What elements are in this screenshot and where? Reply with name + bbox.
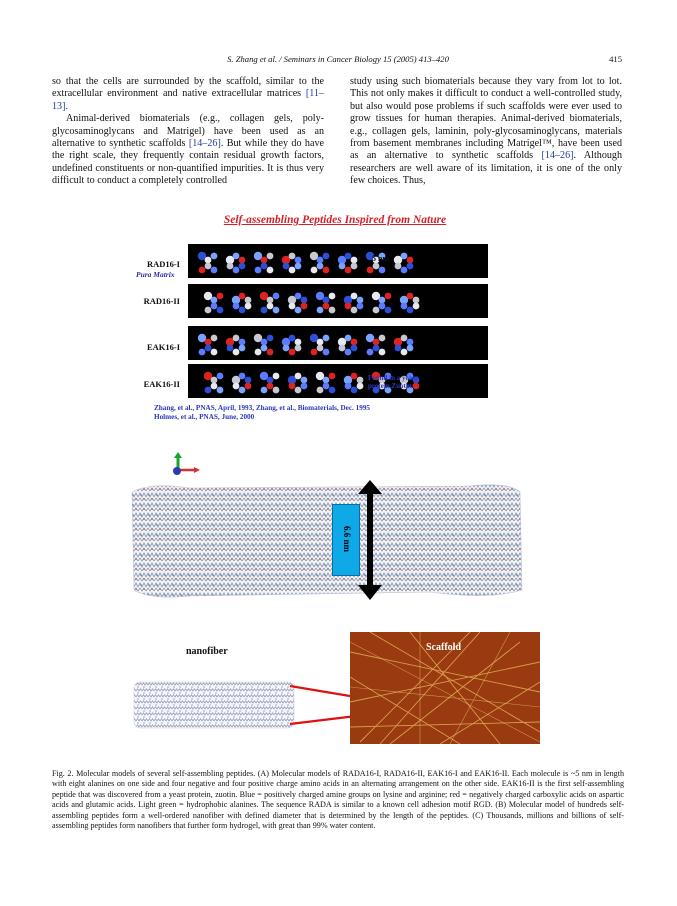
atom <box>379 335 386 342</box>
scaffold-micrograph <box>350 632 540 744</box>
atom <box>323 297 330 304</box>
atom <box>367 267 374 274</box>
atom <box>385 307 392 314</box>
atom <box>211 377 218 384</box>
atom <box>351 257 358 264</box>
reference-link[interactable]: [14–26] <box>188 138 221 150</box>
atom <box>267 377 274 384</box>
atom <box>255 267 262 274</box>
atom <box>373 307 380 314</box>
figure-panel-b <box>130 452 540 622</box>
atom <box>351 345 358 352</box>
atom <box>239 345 246 352</box>
atom <box>273 387 280 394</box>
atom <box>205 257 212 264</box>
atom <box>239 307 246 314</box>
atom <box>311 349 318 356</box>
atom <box>289 349 296 356</box>
atom <box>239 257 246 264</box>
row-label-eak16-i: EAK16-I <box>146 342 180 352</box>
atom <box>295 339 302 346</box>
atom <box>295 257 302 264</box>
atom <box>301 377 308 384</box>
atom <box>205 345 212 352</box>
atom <box>407 345 414 352</box>
atom <box>413 297 420 304</box>
citation-line-2: Holmes, et al., PNAS, June, 2000 <box>154 413 255 421</box>
atom <box>351 373 358 380</box>
atom <box>245 297 252 304</box>
atom <box>323 349 330 356</box>
atom <box>211 383 218 390</box>
atom <box>261 387 268 394</box>
atom <box>233 349 240 356</box>
yeast-note: Found in a yeast protein,Zuotin <box>368 374 418 390</box>
atom <box>211 253 218 260</box>
atom <box>245 383 252 390</box>
atom <box>385 293 392 300</box>
reference-link[interactable]: [14–26] <box>541 150 574 162</box>
molecule-model-rad16-ii <box>188 284 488 318</box>
atom <box>245 377 252 384</box>
diameter-label: 6.6 nm <box>342 525 352 552</box>
molecule-model-rad16-i <box>188 244 488 278</box>
atom <box>351 339 358 346</box>
atom <box>301 303 308 310</box>
left-p2-text: Animal-derived biomaterials (e.g., collagen gels, poly-glycosaminoglycans and Matrigel) have been used as an alternative to synthetic scaffolds <box>52 113 324 150</box>
atom <box>367 349 374 356</box>
atom <box>329 307 336 314</box>
atom <box>317 339 324 346</box>
atom <box>351 263 358 270</box>
row-label-rad16-i: RAD16-I <box>146 259 180 269</box>
atom <box>407 293 414 300</box>
right-column <box>350 76 622 188</box>
atom <box>401 253 408 260</box>
atom <box>351 387 358 394</box>
row-label-eak16-ii: EAK16-II <box>143 379 180 389</box>
atom <box>261 339 268 346</box>
molecule-atoms <box>188 326 488 360</box>
atom <box>205 339 212 346</box>
scaffold-label: Scaffold <box>426 642 461 653</box>
molecule-atoms <box>188 244 488 278</box>
atom <box>323 267 330 274</box>
atom <box>205 307 212 314</box>
citation-line-1: Zhang, et al., PNAS, April, 1993, Zhang, et al., Biomaterials, Dec. 1995 <box>154 404 371 412</box>
right-p1-tail: . Although researchers are well aware of its limitation, it is one of the only few choices. Thus, <box>350 150 623 187</box>
atom <box>239 373 246 380</box>
atom <box>407 263 414 270</box>
atom <box>379 303 386 310</box>
atom <box>211 267 218 274</box>
atom <box>205 263 212 270</box>
atom <box>301 383 308 390</box>
atom <box>311 267 318 274</box>
atom <box>317 345 324 352</box>
atom <box>317 387 324 394</box>
atom <box>233 303 240 310</box>
page-number: 415 <box>609 54 622 64</box>
atom <box>339 263 346 270</box>
pura-matrix-label: Pura Matrix <box>136 270 175 279</box>
atom <box>295 307 302 314</box>
atom <box>261 307 268 314</box>
atom <box>323 377 330 384</box>
atom <box>323 335 330 342</box>
atom <box>217 307 224 314</box>
atom <box>273 293 280 300</box>
left-p2-tail: . But while they do have the right scale, they frequently contain residual growth factors, undefined constituents or non-quantified impurities. It is thus very difficult to conduct a completely controlled <box>52 138 324 187</box>
atom <box>289 335 296 342</box>
figure-caption <box>52 769 624 831</box>
atom <box>395 345 402 352</box>
atom <box>373 339 380 346</box>
atom <box>261 257 268 264</box>
nanofiber-label: nanofiber <box>186 646 228 657</box>
row-label-rad16-ii: RAD16-II <box>143 296 180 306</box>
atom <box>357 377 364 384</box>
atom <box>211 297 218 304</box>
atom <box>407 339 414 346</box>
atom <box>261 345 268 352</box>
atom <box>345 303 352 310</box>
atom <box>233 267 240 274</box>
atom <box>345 383 352 390</box>
atom <box>323 303 330 310</box>
molecule-atoms <box>188 284 488 318</box>
atom <box>407 307 414 314</box>
atom <box>329 293 336 300</box>
atom <box>295 345 302 352</box>
atom <box>379 349 386 356</box>
atom <box>357 383 364 390</box>
atom <box>255 349 262 356</box>
atom <box>267 335 274 342</box>
atom <box>261 263 268 270</box>
atom <box>283 263 290 270</box>
atom <box>407 257 414 264</box>
atom <box>239 339 246 346</box>
atom <box>351 307 358 314</box>
molecule-model-eak16-ii <box>188 364 488 398</box>
left-p1-text: so that the cells are surrounded by the scaffold, similar to the extracellular environment and native extracellular matrices <box>52 76 324 100</box>
atom <box>301 297 308 304</box>
atom <box>289 253 296 260</box>
atom <box>205 387 212 394</box>
atom <box>323 253 330 260</box>
atom <box>233 335 240 342</box>
molecule-model-eak16-i <box>188 326 488 360</box>
atom <box>295 263 302 270</box>
atom <box>267 297 274 304</box>
right-p1-text: study using such biomaterials because they vary from lot to lot. This not only makes it difficult to conduct a well-controlled study, but also would pose problems if such scaffolds were ever used to grow tissues for human therapies. Animal-derived biomaterials, e.g., collagen gels, laminin, poly-glycosaminoglycans, materials from basement membranes including Matrigel™, have been used as an alternative to synthetic scaffolds <box>350 76 622 162</box>
atom <box>239 263 246 270</box>
caption-text: Fig. 2. Molecular models of several self-assembling peptides. (A) Molecular models of RADA16-I, RADA16-II, EAK16-I and EAK16-II. Each molecule is ~5 nm in length with eight alanines on one side and four negative and four positive charge amino acids in an alternating arrangement on the other side. EAK16-II is the first self-assembling peptide that was discovered from a yeast protein, zuotin. Blue = positively charged amine groups on lysine and arginine; red = negatively charged carboxylic acids on aspartic acids and glutamic acids. Light green = hydrophobic alanines. The sequence RADA is similar to a known cell adhesion motif RGD. (B) Molecular model of hundreds self-assembling peptides form a well-ordered nanofiber with defined diameter that is determined by the length of the peptides. (C) Thousands, millions and billions of self-assembling peptides form nanofibers that further form hydrogel, with great than 99% water content. <box>52 769 624 831</box>
atom <box>267 349 274 356</box>
atom <box>211 303 218 310</box>
scale-label-5nm: 5 nm <box>372 254 390 263</box>
atom <box>329 387 336 394</box>
atom <box>395 263 402 270</box>
atom <box>401 267 408 274</box>
atom <box>295 373 302 380</box>
right-paragraph-1 <box>350 76 622 188</box>
atom <box>199 267 206 274</box>
atom <box>273 373 280 380</box>
figure-panel-a <box>130 214 540 440</box>
atom <box>211 349 218 356</box>
atom <box>267 267 274 274</box>
atom <box>401 349 408 356</box>
atom <box>267 383 274 390</box>
atom <box>239 387 246 394</box>
atom <box>289 303 296 310</box>
atom <box>239 293 246 300</box>
atom <box>373 345 380 352</box>
reference-link[interactable]: [11–13] <box>52 88 324 112</box>
left-paragraph-1 <box>52 76 324 113</box>
running-head: S. Zhang et al. / Seminars in Cancer Biology 15 (2005) 413–420 <box>227 54 449 64</box>
atom <box>379 267 386 274</box>
atom <box>267 253 274 260</box>
atom <box>357 303 364 310</box>
atom <box>211 335 218 342</box>
atom <box>339 345 346 352</box>
atom <box>267 303 274 310</box>
figure-panel-c <box>130 628 544 748</box>
atom <box>379 297 386 304</box>
atom <box>373 263 380 270</box>
atom <box>289 267 296 274</box>
atom <box>357 297 364 304</box>
atom <box>345 349 352 356</box>
atom <box>233 383 240 390</box>
atom <box>199 349 206 356</box>
atom <box>401 335 408 342</box>
left-column <box>52 76 324 188</box>
left-paragraph-2 <box>52 113 324 187</box>
atom <box>401 303 408 310</box>
atom <box>233 253 240 260</box>
atom <box>345 267 352 274</box>
atom <box>217 293 224 300</box>
panel-a-title: Self-assembling Peptides Inspired from Nature <box>223 214 447 226</box>
atom <box>317 257 324 264</box>
atom <box>273 307 280 314</box>
atom <box>329 373 336 380</box>
atom <box>345 335 352 342</box>
atom <box>295 293 302 300</box>
atom <box>283 345 290 352</box>
page-header <box>52 54 624 68</box>
molecule-atoms <box>188 364 488 398</box>
atom <box>317 307 324 314</box>
atom <box>245 303 252 310</box>
atom <box>217 373 224 380</box>
atom <box>345 253 352 260</box>
atom <box>289 383 296 390</box>
atom <box>351 293 358 300</box>
atom <box>295 387 302 394</box>
atom <box>227 345 234 352</box>
atom <box>227 263 234 270</box>
atom <box>413 303 420 310</box>
atom <box>217 387 224 394</box>
left-p1-tail: . <box>65 100 68 112</box>
atom <box>323 383 330 390</box>
atom <box>317 263 324 270</box>
